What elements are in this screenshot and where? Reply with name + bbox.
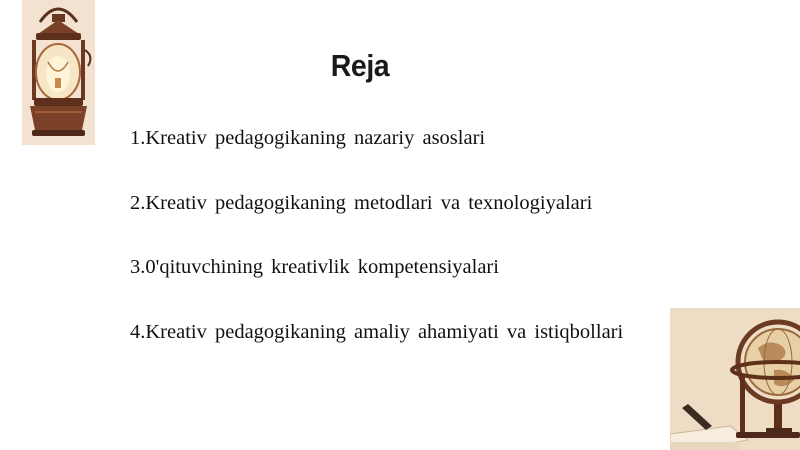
globe-image <box>670 308 800 450</box>
globe-icon <box>670 308 800 450</box>
agenda-item-2: 2.Kreativ pedagogikaning metodlari va texnologiyalari <box>130 191 593 214</box>
agenda-item-4: 4.Kreativ pedagogikaning amaliy ahamiyati va istiqbollari <box>130 320 624 343</box>
agenda-item-1: 1.Kreativ pedagogikaning nazariy asoslari <box>130 127 486 149</box>
agenda-item-3: 3.0'qituvchining kreativlik kompetensiyalari <box>130 256 499 278</box>
slide-title: Reja <box>330 48 390 83</box>
agenda-list <box>130 124 623 382</box>
